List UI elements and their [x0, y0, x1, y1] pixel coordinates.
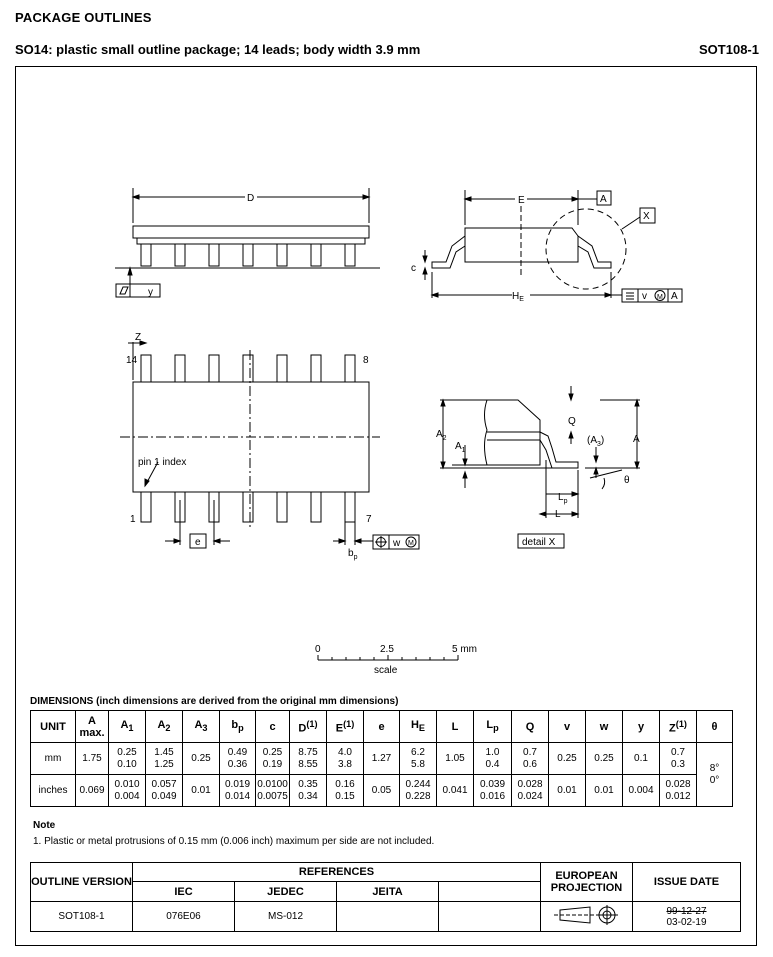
label-Lp: $L_p$	[558, 492, 568, 505]
th-A1: $A_1$	[109, 711, 146, 743]
dimensions-title: DIMENSIONS (inch dimensions are derived from the original mm dimensions)	[30, 696, 399, 707]
th-HE: $H_E$	[400, 711, 437, 743]
cell-y: 0.1	[623, 743, 660, 775]
label-A3: $(A_3)$	[587, 435, 605, 448]
issue-date-label: ISSUE DATE	[633, 863, 741, 902]
cell-Z: 0.7 0.3	[660, 743, 697, 775]
label-pin1: 1	[130, 514, 136, 525]
label-detail-x: detail X	[522, 537, 556, 548]
th-c: c	[256, 711, 290, 743]
projection-symbol	[541, 902, 633, 932]
label-v: v	[642, 291, 647, 302]
detail-x	[440, 386, 640, 548]
jedec-value: MS-012	[235, 902, 337, 932]
cell-bp: 0.49 0.36	[220, 743, 256, 775]
cell-A: 1.75	[76, 743, 109, 775]
note-text: 1. Plastic or metal protrusions of 0.15 mm (0.006 inch) maximum per side are not included.	[33, 836, 435, 847]
third-angle-projection-icon	[552, 903, 622, 927]
cell-A3: 0.01	[183, 775, 220, 807]
cell-c: 0.25 0.19	[256, 743, 290, 775]
label-M: M	[657, 294, 663, 301]
cell-E: 0.16 0.15	[327, 775, 364, 807]
label-Z: Z	[135, 332, 142, 343]
references-table	[30, 862, 741, 932]
cell-unit: inches	[31, 775, 76, 807]
cell-v: 0.01	[549, 775, 586, 807]
th-v: v	[549, 711, 586, 743]
outline-version-label: OUTLINE VERSION	[31, 863, 133, 902]
label-A2: $A_2$	[436, 429, 447, 442]
th-theta: θ	[697, 711, 733, 743]
cell-c: 0.0100 0.0075	[256, 775, 290, 807]
european-projection-label: EUROPEAN PROJECTION	[541, 863, 633, 902]
cell-A1: 0.010 0.004	[109, 775, 146, 807]
cell-Z: 0.028 0.012	[660, 775, 697, 807]
scale-left: 0	[315, 644, 321, 655]
cell-y: 0.004	[623, 775, 660, 807]
cell-w: 0.25	[586, 743, 623, 775]
cell-Q: 0.028 0.024	[512, 775, 549, 807]
th-w: w	[586, 711, 623, 743]
th-D: $D^{(1)}$	[290, 711, 327, 743]
th-e: e	[364, 711, 400, 743]
scale-bar	[318, 655, 458, 660]
label-y: y	[148, 287, 153, 298]
label-e: e	[195, 537, 201, 548]
cell-Q: 0.7 0.6	[512, 743, 549, 775]
jeita-label: JEITA	[337, 882, 439, 902]
label-HE: $H_E$	[512, 291, 524, 303]
cell-A: 0.069	[76, 775, 109, 807]
package-title: SO14: plastic small outline package; 14 leads; body width 3.9 mm	[15, 42, 421, 57]
package-code: SOT108-1	[699, 42, 759, 57]
cell-HE: 6.2 5.8	[400, 743, 437, 775]
label-A-ref: A	[671, 291, 678, 302]
th-A: A max.	[76, 711, 109, 743]
label-L: L	[555, 509, 561, 520]
th-A2: $A_2$	[146, 711, 183, 743]
th-bp: $b_p$	[220, 711, 256, 743]
label-c: c	[411, 263, 416, 274]
top-view	[120, 341, 419, 549]
cell-Lp: 0.039 0.016	[474, 775, 512, 807]
label-w: w	[393, 538, 401, 549]
cell-Lp: 1.0 0.4	[474, 743, 512, 775]
th-unit: UNIT	[31, 711, 76, 743]
cell-v: 0.25	[549, 743, 586, 775]
label-bp: $b_p$	[348, 548, 358, 561]
cell-A1: 0.25 0.10	[109, 743, 146, 775]
th-E: $E^{(1)}$	[327, 711, 364, 743]
scale-mid: 2.5	[380, 644, 394, 655]
label-pin14: 14	[126, 355, 138, 366]
th-L: L	[437, 711, 474, 743]
cell-A2: 1.45 1.25	[146, 743, 183, 775]
note-heading: Note	[33, 820, 56, 831]
label-A1: $A_1$	[455, 441, 466, 454]
label-X: X	[643, 211, 650, 222]
dimensions-row-inches	[31, 775, 733, 807]
empty-ref-cell	[439, 882, 541, 902]
references-label: REFERENCES	[133, 863, 541, 882]
label-theta: θ	[624, 475, 630, 486]
outline-version: SOT108-1	[31, 902, 133, 932]
cell-e: 1.27	[364, 743, 400, 775]
cell-w: 0.01	[586, 775, 623, 807]
th-Q: Q	[512, 711, 549, 743]
scale-right: 5 mm	[452, 644, 477, 655]
cell-D: 0.35 0.34	[290, 775, 327, 807]
label-pin8: 8	[363, 355, 369, 366]
label-Q: Q	[568, 416, 576, 427]
empty-ref-value	[439, 902, 541, 932]
cell-bp: 0.019 0.014	[220, 775, 256, 807]
end-view	[423, 190, 682, 302]
section-title: PACKAGE OUTLINES	[15, 10, 152, 25]
iec-value: 076E06	[133, 902, 235, 932]
iec-label: IEC	[133, 882, 235, 902]
label-w-M: M	[408, 540, 414, 547]
issue-date-old: 99-12-27	[666, 905, 707, 917]
label-A-datum: A	[600, 194, 607, 205]
side-view	[115, 188, 380, 297]
scale-label: scale	[374, 665, 398, 676]
dimensions-header-row	[31, 711, 733, 743]
cell-e: 0.05	[364, 775, 400, 807]
dimensions-table	[30, 710, 733, 807]
label-pin1-index: pin 1 index	[138, 457, 187, 468]
jeita-value	[337, 902, 439, 932]
cell-L: 0.041	[437, 775, 474, 807]
cell-D: 8.75 8.55	[290, 743, 327, 775]
th-y: y	[623, 711, 660, 743]
jedec-label: JEDEC	[235, 882, 337, 902]
issue-date-cell	[633, 902, 741, 932]
cell-E: 4.0 3.8	[327, 743, 364, 775]
cell-unit: mm	[31, 743, 76, 775]
cell-L: 1.05	[437, 743, 474, 775]
th-Lp: $L_p$	[474, 711, 512, 743]
label-D: D	[247, 193, 255, 204]
th-Z: $Z^{(1)}$	[660, 711, 697, 743]
cell-HE: 0.244 0.228	[400, 775, 437, 807]
th-A3: $A_3$	[183, 711, 220, 743]
dimensions-row-mm	[31, 743, 733, 775]
cell-A3: 0.25	[183, 743, 220, 775]
cell-A2: 0.057 0.049	[146, 775, 183, 807]
label-E: E	[518, 195, 525, 206]
cell-theta: 8° 0°	[697, 743, 733, 807]
label-pin7: 7	[366, 514, 372, 525]
label-A-detail: A	[633, 434, 640, 445]
issue-date: 03-02-19	[666, 916, 707, 928]
